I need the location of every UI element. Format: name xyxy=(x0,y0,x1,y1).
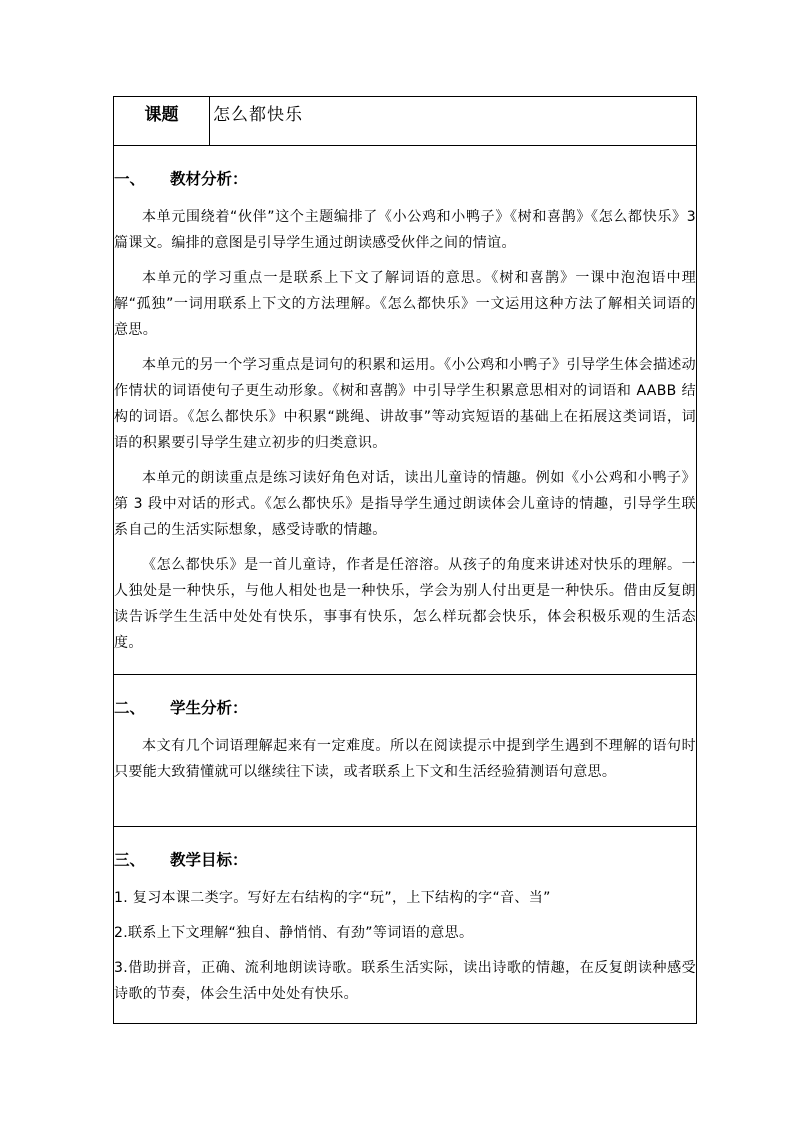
goal-item: 2.联系上下文理解“独自、静悄悄、有劲”等词语的意思。 xyxy=(114,925,474,941)
section-2-cell xyxy=(114,675,697,827)
section-1-number: 一、 xyxy=(114,170,146,188)
paragraph: 本单元围绕着“伙伴”这个主题编排了《小公鸡和小鸭子》《树和喜鹊》《怎么都快乐》3篇课文。编排的意图是引导学生通过朗读感受伙伴之间的情谊。 xyxy=(114,209,696,251)
topic-label-cell xyxy=(114,97,210,146)
section-2-title: 学生分析： xyxy=(170,699,248,717)
section-3-number: 三、 xyxy=(114,851,146,869)
goal-item: 3.借助拼音，正确、流利地朗读诗歌。联系生活实际，读出诗歌的情趣，在反复朗读种感受诗歌的节奏，体会生活中处处有快乐。 xyxy=(114,960,696,1002)
topic-title: 怎么都快乐 xyxy=(213,105,303,125)
topic-title-cell xyxy=(210,97,697,146)
goal-item: 1. 复习本课二类字。写好左右结构的字“玩”，上下结构的字“音、当” xyxy=(114,890,551,906)
paragraph: 本单元的学习重点一是联系上下文了解词语的意思。《树和喜鹊》一课中泡泡语中理解“孤独”一词用联系上下文的方法理解。《怎么都快乐》一文运用这种方法了解相关词语的意思。 xyxy=(114,270,696,338)
paragraph: 本单元的朗读重点是练习读好角色对话，读出儿童诗的情趣。例如《小公鸡和小鸭子》第 3 段中对话的形式。《怎么都快乐》是指导学生通过朗读体会儿童诗的情趣，引导学生联系自己的生活实际想象，感受诗歌的情趣。 xyxy=(114,470,696,538)
section-3-cell xyxy=(114,827,697,1024)
section-student-analysis xyxy=(114,675,697,827)
paragraph: 本文有几个词语理解起来有一定难度。所以在阅读提示中提到学生遇到不理解的语句时只要能大致猜懂就可以继续往下读，或者联系上下文和生活经验猜测语句意思。 xyxy=(114,738,696,780)
title-row xyxy=(114,97,697,146)
section-2-number: 二、 xyxy=(114,699,146,717)
section-3-heading xyxy=(114,849,696,871)
section-2-heading xyxy=(114,697,696,719)
section-1-title: 教材分析： xyxy=(170,170,248,188)
section-teaching-goals xyxy=(114,827,697,1024)
lesson-plan-table xyxy=(113,96,697,1024)
paragraph: 《怎么都快乐》是一首儿童诗，作者是任溶溶。从孩子的角度来讲述对快乐的理解。一人独处是一种快乐，与他人相处也是一种快乐，学会为别人付出更是一种快乐。借由反复朗读告诉学生生活中处处有快乐，事事有快乐，怎么样玩都会快乐，体会积极乐观的生活态度。 xyxy=(114,557,696,651)
section-3-title: 教学目标： xyxy=(170,851,248,869)
section-material-analysis xyxy=(114,146,697,675)
topic-label: 课题 xyxy=(144,105,179,125)
paragraph: 本单元的另一个学习重点是词句的积累和运用。《小公鸡和小鸭子》引导学生体会描述动作情状的词语使句子更生动形象。《树和喜鹊》中引导学生积累意思相对的词语和 AABB 结构的词语。《怎么都快乐》中积累“跳绳、讲故事”等动宾短语的基础上在拓展这类词语，词语的积累要引导学生建立初步的归类意识。 xyxy=(114,357,696,451)
section-1-cell xyxy=(114,146,697,675)
section-1-heading xyxy=(114,168,696,190)
